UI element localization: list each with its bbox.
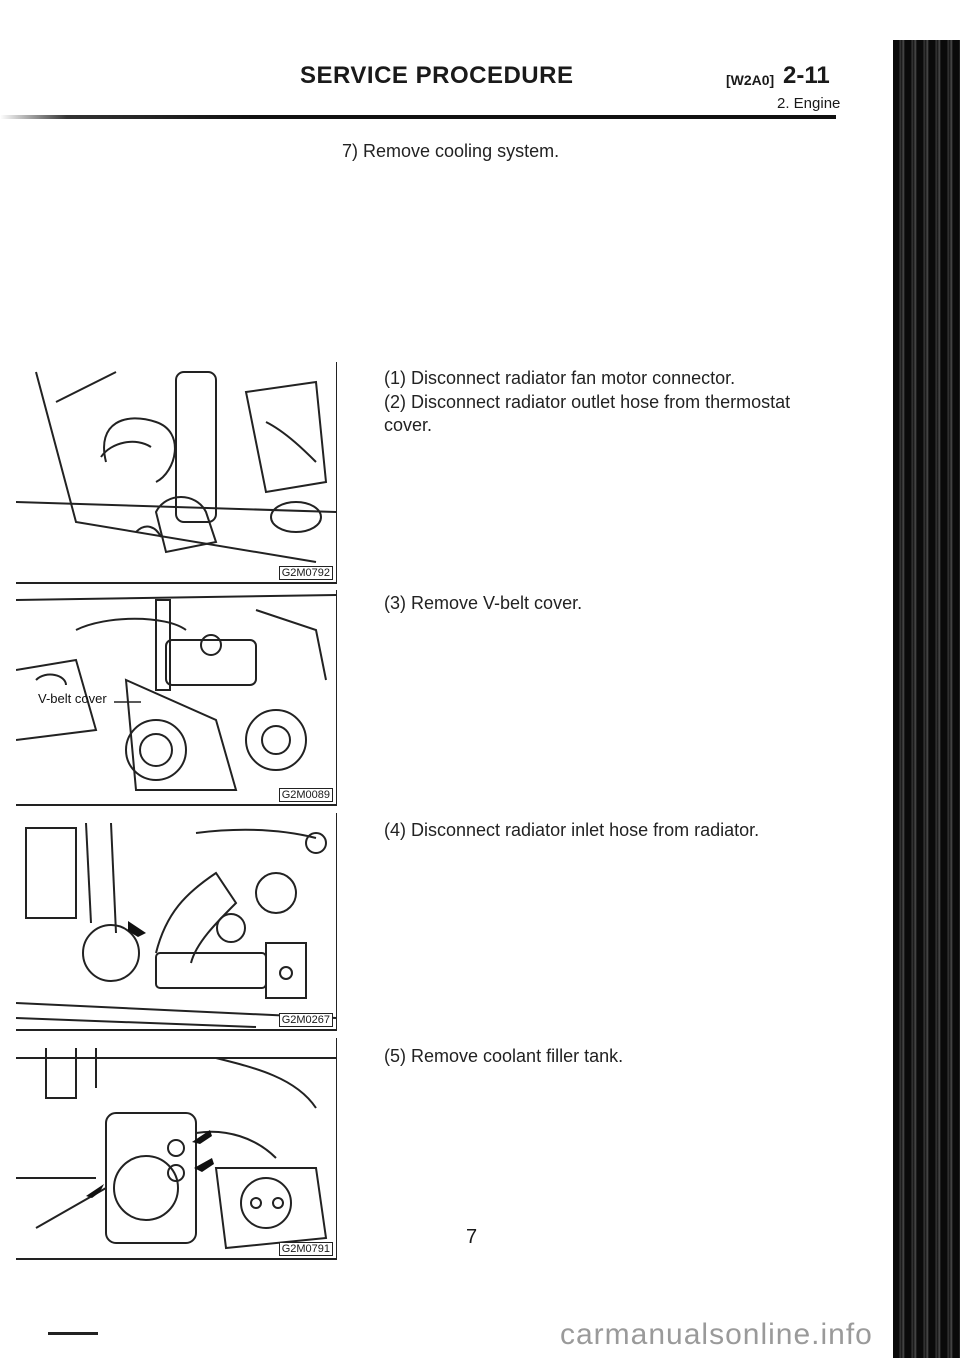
- instruction-2-cont: cover.: [384, 415, 433, 435]
- instruction-2: (2) Disconnect radiator outlet hose from thermostat: [384, 392, 791, 412]
- figure-code: G2M0089: [279, 788, 333, 802]
- engine-illustration-4: [16, 1038, 336, 1258]
- scan-edge: [893, 40, 960, 1358]
- footer-mark: [48, 1332, 98, 1335]
- header-divider: [0, 115, 836, 119]
- instruction-1: (1) Disconnect radiator fan motor connector.: [384, 368, 736, 388]
- instruction-4: (4) Disconnect radiator inlet hose from radiator.: [384, 820, 760, 840]
- engine-illustration-2: [16, 590, 336, 804]
- step-heading: 7) Remove cooling system.: [342, 141, 560, 161]
- engine-illustration-1: [16, 362, 336, 582]
- arrow-icon: [128, 921, 146, 937]
- section-code: [W2A0]: [726, 72, 775, 88]
- page-number: 7: [466, 1226, 478, 1248]
- instruction-5: (5) Remove coolant filler tank.: [384, 1046, 624, 1066]
- figure-code: G2M0267: [279, 1013, 333, 1027]
- vbelt-cover-label: V-belt cover: [38, 691, 107, 706]
- figure-fan-connector: [16, 362, 337, 584]
- figure-filler-tank: [16, 1038, 337, 1260]
- figure-vbelt-cover: [16, 590, 337, 806]
- page-code: 2-11: [783, 62, 830, 89]
- instruction-3: (3) Remove V-belt cover.: [384, 593, 583, 613]
- page-title: SERVICE PROCEDURE: [300, 62, 574, 89]
- watermark: carmanualsonline.info: [560, 1318, 873, 1351]
- engine-illustration-3: [16, 813, 336, 1029]
- figure-code: G2M0792: [279, 566, 333, 580]
- figure-inlet-hose: [16, 813, 337, 1031]
- section-name: 2. Engine: [777, 95, 841, 112]
- figure-code: G2M0791: [279, 1242, 333, 1256]
